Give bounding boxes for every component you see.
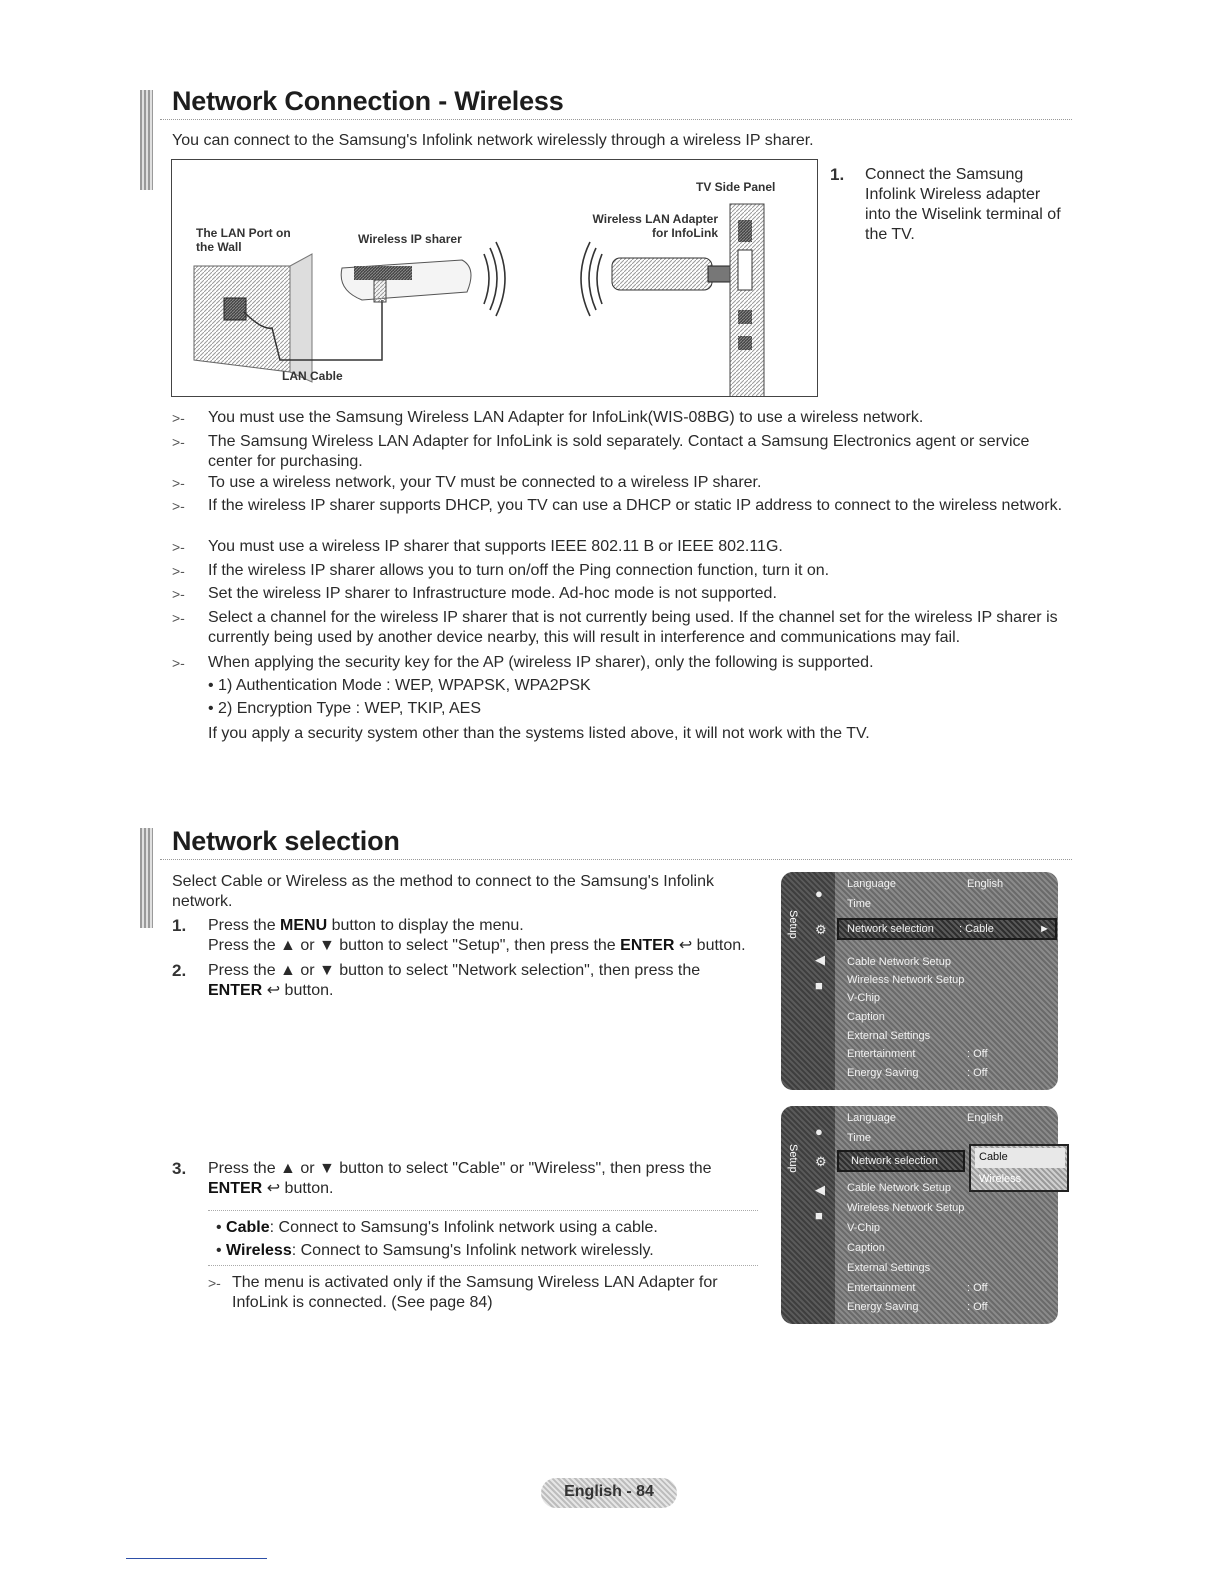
option-wireless: • Wireless: Connect to Samsung's Infolink network wirelessly. bbox=[216, 1242, 654, 1259]
menu-row[interactable]: Entertainment bbox=[847, 1282, 916, 1294]
menu-row[interactable]: V-Chip bbox=[847, 992, 881, 1004]
menu-row-value: : Off bbox=[967, 1301, 988, 1313]
note-item: Select a channel for the wireless IP sharer that is not currently being used. If the channel set for the wireless IP sharer is currently being used by another device nearby, this will result in interference and communications may fail. bbox=[208, 609, 1058, 646]
step-number: 3. bbox=[172, 1159, 187, 1178]
section-rule bbox=[160, 859, 1072, 860]
step-number: 2. bbox=[172, 961, 187, 980]
picture-icon: ● bbox=[815, 886, 823, 901]
label-lan-cable: LAN Cable bbox=[282, 369, 343, 383]
page-number-badge bbox=[541, 1478, 677, 1508]
menu-row[interactable]: Caption bbox=[847, 1011, 885, 1023]
note-arrow-icon: >- bbox=[172, 434, 185, 450]
menu-row[interactable]: Language bbox=[847, 878, 896, 890]
step-text bbox=[208, 916, 778, 956]
option-cable: • Cable: Connect to Samsung's Infolink network using a cable. bbox=[216, 1219, 658, 1236]
label-lan-port-line2: the Wall bbox=[196, 240, 242, 254]
options-popup bbox=[969, 1144, 1069, 1192]
text-run: button. bbox=[280, 982, 334, 999]
note-arrow-icon: >- bbox=[172, 655, 185, 671]
bold-run: Wireless bbox=[226, 1242, 292, 1259]
menu-row-value: : Cable bbox=[959, 923, 994, 935]
security-footer: If you apply a security system other than the systems listed above, it will not work with the TV. bbox=[208, 725, 870, 742]
input-icon: ◀ bbox=[815, 1182, 825, 1197]
menu-row[interactable]: Cable Network Setup bbox=[847, 1182, 951, 1194]
text-run: Press the ▲ or ▼ button to select "Setup", then press the bbox=[208, 937, 621, 954]
text-run: : Connect to Samsung's Infolink network wirelessly. bbox=[291, 1242, 654, 1259]
menu-row[interactable]: Time bbox=[847, 898, 872, 910]
label-adapter bbox=[590, 212, 718, 240]
text-run: : Connect to Samsung's Infolink network using a cable. bbox=[269, 1219, 658, 1236]
support-icon: ■ bbox=[815, 1208, 823, 1223]
note-item: Set the wireless IP sharer to Infrastructure mode. Ad-hoc mode is not supported. bbox=[208, 585, 777, 602]
enter-icon: ↩ bbox=[678, 937, 693, 954]
menu-row-value: : Off bbox=[967, 1067, 988, 1079]
setup-menu-screenshot-2 bbox=[781, 1106, 1058, 1324]
menu-row-selected[interactable]: Network selection bbox=[851, 1155, 938, 1167]
menu-row[interactable]: Cable Network Setup bbox=[847, 956, 951, 968]
step-line bbox=[208, 916, 778, 936]
bold-run: ENTER bbox=[620, 937, 675, 954]
menu-row-value: : Off bbox=[967, 1282, 988, 1294]
menu-row-value: English bbox=[967, 878, 1004, 890]
text-run: button. bbox=[280, 1180, 334, 1197]
setup-menu-screenshot-1 bbox=[781, 872, 1058, 1090]
step-text bbox=[208, 1159, 768, 1199]
note-item: To use a wireless network, your TV must be connected to a wireless IP sharer. bbox=[208, 474, 762, 491]
note-arrow-icon: >- bbox=[172, 563, 185, 579]
menu-row-value: English bbox=[967, 1112, 1004, 1124]
enter-icon: ↩ bbox=[266, 982, 281, 999]
setup-gear-icon: ⚙ bbox=[815, 922, 827, 937]
step-line: Press the ▲ or ▼ button to select "Network selection", then press the bbox=[208, 962, 701, 979]
menu-side-label: Setup bbox=[787, 910, 799, 939]
menu-row[interactable]: Wireless Network Setup bbox=[847, 1202, 965, 1214]
step-line bbox=[208, 1179, 768, 1199]
menu-row-value: : Off bbox=[967, 1048, 988, 1060]
note-arrow-icon: >- bbox=[172, 498, 185, 514]
menu-note: The menu is activated only if the Samsung Wireless LAN Adapter for InfoLink is connected. (See page 84) bbox=[232, 1274, 718, 1311]
chevron-right-icon: ► bbox=[1039, 923, 1050, 935]
menu-row[interactable]: External Settings bbox=[847, 1262, 931, 1274]
section-bar bbox=[140, 828, 153, 928]
option-descriptions bbox=[208, 1210, 758, 1266]
bold-run: MENU bbox=[280, 917, 328, 934]
note-arrow-icon: >- bbox=[172, 610, 185, 626]
option-wireless-item[interactable]: Wireless bbox=[979, 1173, 1022, 1185]
note-item: You must use a wireless IP sharer that supports IEEE 802.11 B or IEEE 802.11G. bbox=[208, 538, 783, 555]
bold-run: ENTER bbox=[208, 982, 263, 999]
enter-icon: ↩ bbox=[266, 1180, 281, 1197]
setup-gear-icon: ⚙ bbox=[815, 1154, 827, 1169]
note-item: You must use the Samsung Wireless LAN Adapter for InfoLink(WIS-08BG) to use a wireless network. bbox=[208, 409, 924, 426]
support-icon: ■ bbox=[815, 978, 823, 993]
section-title-wireless: Network Connection - Wireless bbox=[172, 86, 564, 116]
menu-row-selected[interactable]: Network selection bbox=[847, 923, 934, 935]
note-item: If the wireless IP sharer supports DHCP, you TV can use a DHCP or static IP address to connect to the wireless network. bbox=[208, 497, 1063, 514]
note-arrow-icon: >- bbox=[172, 410, 185, 426]
note-item: If the wireless IP sharer allows you to turn on/off the Ping connection function, turn it on. bbox=[208, 562, 830, 579]
menu-row[interactable]: Energy Saving bbox=[847, 1301, 919, 1313]
menu-row[interactable]: External Settings bbox=[847, 1030, 931, 1042]
menu-row[interactable]: Caption bbox=[847, 1242, 885, 1254]
note-arrow-icon: >- bbox=[208, 1275, 221, 1291]
diagram-illustration bbox=[172, 160, 818, 397]
label-lan-port-line1: The LAN Port on bbox=[196, 226, 291, 240]
label-lan-port bbox=[196, 226, 291, 254]
input-icon: ◀ bbox=[815, 952, 825, 967]
note-arrow-icon: >- bbox=[172, 539, 185, 555]
text-run: button. bbox=[692, 937, 746, 954]
note-arrow-icon: >- bbox=[172, 475, 185, 491]
menu-row[interactable]: Time bbox=[847, 1132, 872, 1144]
note-item: The Samsung Wireless LAN Adapter for InfoLink is sold separately. Contact a Samsung Electronics agent or service center for purchasing. bbox=[208, 433, 1030, 470]
bold-run: ENTER bbox=[208, 1180, 263, 1197]
label-adapter-line2: for InfoLink bbox=[652, 226, 718, 240]
security-item: • 2) Encryption Type : WEP, TKIP, AES bbox=[208, 700, 481, 717]
section-intro: You can connect to the Samsung's Infolink network wirelessly through a wireless IP sharer. bbox=[172, 132, 814, 149]
text-run: Press the bbox=[208, 917, 281, 934]
section-intro: Select Cable or Wireless as the method to connect to the Samsung's Infolink network. bbox=[172, 873, 714, 910]
menu-row[interactable]: Wireless Network Setup bbox=[847, 974, 965, 986]
step-number: 1. bbox=[830, 165, 845, 184]
section-bar bbox=[140, 90, 153, 190]
section-title-network-selection: Network selection bbox=[172, 826, 400, 856]
label-adapter-line1: Wireless LAN Adapter bbox=[592, 212, 718, 226]
note-arrow-icon: >- bbox=[172, 586, 185, 602]
step-line bbox=[208, 981, 768, 1001]
bold-run: Cable bbox=[226, 1219, 270, 1236]
text-run: button to display the menu. bbox=[327, 917, 524, 934]
menu-row[interactable]: Entertainment bbox=[847, 1048, 916, 1060]
page-number: English - 84 bbox=[564, 1483, 654, 1500]
label-tv-side-panel: TV Side Panel bbox=[696, 180, 776, 194]
note-item: When applying the security key for the AP (wireless IP sharer), only the following is supported. bbox=[208, 654, 874, 671]
section-rule bbox=[160, 119, 1072, 120]
connection-diagram bbox=[171, 159, 818, 397]
step-text bbox=[208, 961, 768, 1001]
menu-side-label: Setup bbox=[787, 1144, 799, 1173]
picture-icon: ● bbox=[815, 1124, 823, 1139]
footer-line bbox=[126, 1558, 267, 1559]
step-line: Press the ▲ or ▼ button to select "Cable" or "Wireless", then press the bbox=[208, 1160, 712, 1177]
option-cable-item[interactable]: Cable bbox=[975, 1148, 1065, 1168]
menu-row[interactable]: V-Chip bbox=[847, 1222, 881, 1234]
security-item: • 1) Authentication Mode : WEP, WPAPSK, WPA2PSK bbox=[208, 677, 591, 694]
label-wireless-sharer: Wireless IP sharer bbox=[358, 232, 462, 246]
menu-row[interactable]: Energy Saving bbox=[847, 1067, 919, 1079]
menu-row[interactable]: Language bbox=[847, 1112, 896, 1124]
step-line bbox=[208, 936, 778, 956]
step-number: 1. bbox=[172, 916, 187, 935]
step-text: Connect the Samsung Infolink Wireless adapter into the Wiselink terminal of the TV. bbox=[865, 166, 1061, 243]
